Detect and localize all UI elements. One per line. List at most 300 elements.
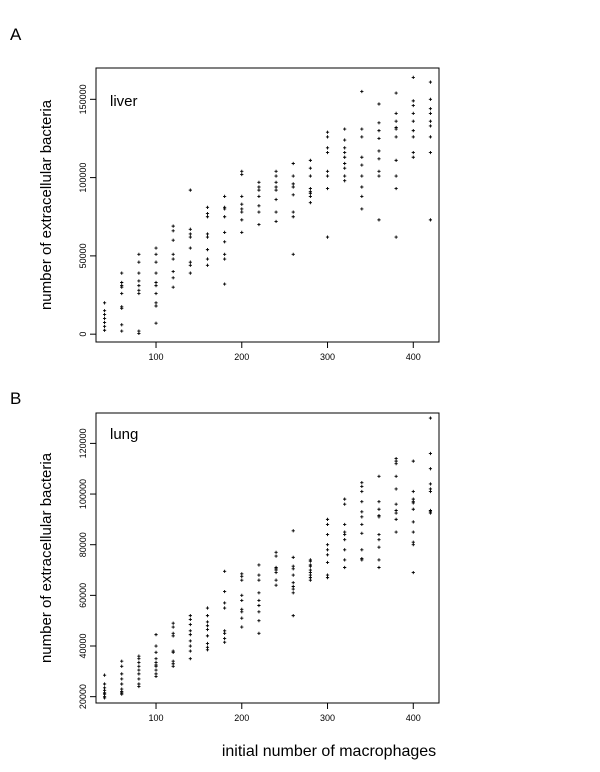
- data-point: [189, 228, 192, 231]
- data-point: [412, 156, 415, 159]
- data-point: [240, 218, 243, 221]
- x-tick-label: 200: [234, 713, 250, 723]
- data-point: [206, 232, 209, 235]
- data-point: [257, 573, 260, 576]
- data-point: [120, 660, 123, 663]
- data-point: [429, 416, 432, 419]
- data-point: [395, 518, 398, 521]
- data-point: [292, 567, 295, 570]
- data-point: [223, 195, 226, 198]
- data-point: [206, 634, 209, 637]
- data-point: [326, 518, 329, 521]
- data-point: [343, 174, 346, 177]
- data-point: [360, 548, 363, 551]
- data-point: [412, 99, 415, 102]
- data-point: [206, 628, 209, 631]
- data-point: [137, 657, 140, 660]
- data-point: [343, 162, 346, 165]
- data-point: [154, 261, 157, 264]
- data-point: [257, 204, 260, 207]
- x-axis-liver: [149, 342, 421, 362]
- data-point: [429, 135, 432, 138]
- data-point: [309, 187, 312, 190]
- data-point: [326, 174, 329, 177]
- data-point: [343, 156, 346, 159]
- data-point: [292, 215, 295, 218]
- data-point: [343, 146, 346, 149]
- data-point: [343, 558, 346, 561]
- data-point: [206, 257, 209, 260]
- data-point: [240, 617, 243, 620]
- data-point: [360, 90, 363, 93]
- data-point: [292, 529, 295, 532]
- data-point: [103, 321, 106, 324]
- data-point: [223, 637, 226, 640]
- data-point: [412, 76, 415, 79]
- data-point: [154, 281, 157, 284]
- data-point: [154, 304, 157, 307]
- data-point: [240, 599, 243, 602]
- data-point: [377, 558, 380, 561]
- data-point: [360, 174, 363, 177]
- x-tick-label: 400: [405, 713, 421, 723]
- data-point: [412, 151, 415, 154]
- data-point: [292, 174, 295, 177]
- data-point: [360, 490, 363, 493]
- data-point: [154, 284, 157, 287]
- x-tick-label: 300: [320, 352, 336, 362]
- data-point: [292, 162, 295, 165]
- data-point: [223, 240, 226, 243]
- data-point: [189, 264, 192, 267]
- data-point: [343, 566, 346, 569]
- data-point: [395, 462, 398, 465]
- data-point: [343, 167, 346, 170]
- data-point: [120, 665, 123, 668]
- data-point: [189, 232, 192, 235]
- data-point: [103, 309, 106, 312]
- data-point: [172, 286, 175, 289]
- data-point: [189, 639, 192, 642]
- data-point: [223, 632, 226, 635]
- data-point: [257, 189, 260, 192]
- data-point: [154, 253, 157, 256]
- data-point: [360, 163, 363, 166]
- data-point: [429, 467, 432, 470]
- data-point: [223, 231, 226, 234]
- data-point: [103, 325, 106, 328]
- data-point: [223, 601, 226, 604]
- data-point: [377, 475, 380, 478]
- data-point: [137, 292, 140, 295]
- data-point: [429, 452, 432, 455]
- data-point: [257, 195, 260, 198]
- data-point: [395, 91, 398, 94]
- data-point: [120, 672, 123, 675]
- data-point: [137, 685, 140, 688]
- data-point: [274, 584, 277, 587]
- data-point: [103, 674, 106, 677]
- data-point: [172, 665, 175, 668]
- data-point: [343, 533, 346, 536]
- panel-letter-b: B: [10, 389, 22, 408]
- data-point: [377, 533, 380, 536]
- data-point: [257, 632, 260, 635]
- data-point: [309, 201, 312, 204]
- data-point: [257, 619, 260, 622]
- y-tick-label: 60000: [78, 582, 88, 608]
- data-point: [377, 508, 380, 511]
- data-point: [154, 657, 157, 660]
- data-point: [257, 185, 260, 188]
- y-axis-lung: [78, 428, 96, 709]
- data-point: [223, 257, 226, 260]
- y-axis-liver: [78, 84, 96, 336]
- points-liver: [103, 76, 432, 335]
- data-point: [154, 675, 157, 678]
- plot-frame-liver: [96, 68, 439, 342]
- data-point: [360, 515, 363, 518]
- data-point: [360, 485, 363, 488]
- y-tick-label: 120000: [78, 428, 88, 459]
- data-point: [360, 135, 363, 138]
- data-point: [395, 187, 398, 190]
- data-point: [309, 174, 312, 177]
- data-point: [429, 120, 432, 123]
- data-point: [360, 156, 363, 159]
- data-point: [137, 661, 140, 664]
- data-point: [257, 591, 260, 594]
- data-point: [206, 624, 209, 627]
- data-point: [377, 137, 380, 140]
- data-point: [292, 556, 295, 559]
- data-point: [154, 246, 157, 249]
- data-point: [343, 138, 346, 141]
- data-point: [412, 543, 415, 546]
- data-point: [137, 677, 140, 680]
- data-point: [240, 625, 243, 628]
- data-point: [223, 641, 226, 644]
- y-tick-label: 0: [78, 331, 88, 337]
- data-point: [137, 284, 140, 287]
- data-point: [189, 629, 192, 632]
- data-point: [429, 112, 432, 115]
- data-point: [172, 225, 175, 228]
- data-point: [412, 520, 415, 523]
- data-point: [292, 185, 295, 188]
- data-point: [377, 149, 380, 152]
- data-point: [395, 112, 398, 115]
- data-point: [377, 157, 380, 160]
- data-point: [326, 187, 329, 190]
- data-point: [292, 573, 295, 576]
- data-point: [309, 159, 312, 162]
- data-point: [172, 257, 175, 260]
- data-point: [377, 170, 380, 173]
- data-point: [274, 189, 277, 192]
- panel-title-lung: lung: [110, 426, 139, 443]
- data-point: [429, 98, 432, 101]
- data-point: [377, 546, 380, 549]
- data-point: [223, 590, 226, 593]
- data-point: [257, 610, 260, 613]
- data-point: [326, 561, 329, 564]
- y-axis-label-liver: number of extracellular bacteria: [38, 99, 55, 311]
- data-point: [343, 538, 346, 541]
- data-point: [274, 170, 277, 173]
- figure-x-axis-label: initial number of macrophages: [221, 743, 437, 760]
- data-point: [292, 253, 295, 256]
- data-point: [326, 131, 329, 134]
- data-point: [292, 210, 295, 213]
- data-point: [360, 127, 363, 130]
- y-tick-label: 100000: [78, 479, 88, 510]
- data-point: [326, 170, 329, 173]
- data-point: [395, 235, 398, 238]
- y-tick-label: 20000: [78, 684, 88, 710]
- data-point: [172, 625, 175, 628]
- data-point: [377, 538, 380, 541]
- data-point: [240, 173, 243, 176]
- data-point: [137, 253, 140, 256]
- data-point: [172, 622, 175, 625]
- data-point: [120, 281, 123, 284]
- data-point: [154, 322, 157, 325]
- data-point: [120, 323, 123, 326]
- data-point: [326, 553, 329, 556]
- data-point: [137, 668, 140, 671]
- data-point: [172, 276, 175, 279]
- data-point: [377, 218, 380, 221]
- panel-liver: [10, 25, 439, 362]
- points-lung: [103, 416, 432, 699]
- data-point: [360, 207, 363, 210]
- data-point: [240, 575, 243, 578]
- x-tick-label: 100: [148, 352, 164, 362]
- data-point: [343, 548, 346, 551]
- data-point: [429, 80, 432, 83]
- data-point: [154, 651, 157, 654]
- data-point: [137, 272, 140, 275]
- data-point: [412, 571, 415, 574]
- data-point: [412, 530, 415, 533]
- data-point: [257, 563, 260, 566]
- data-point: [206, 206, 209, 209]
- data-point: [137, 261, 140, 264]
- data-point: [377, 121, 380, 124]
- data-point: [257, 181, 260, 184]
- data-point: [240, 579, 243, 582]
- data-point: [206, 648, 209, 651]
- y-tick-label: 50000: [78, 243, 88, 269]
- data-point: [412, 112, 415, 115]
- data-point: [309, 167, 312, 170]
- data-point: [189, 623, 192, 626]
- panel-title-liver: liver: [110, 93, 138, 110]
- data-point: [292, 591, 295, 594]
- data-point: [326, 576, 329, 579]
- data-point: [240, 195, 243, 198]
- data-point: [189, 189, 192, 192]
- data-point: [343, 498, 346, 501]
- data-point: [292, 581, 295, 584]
- data-point: [429, 124, 432, 127]
- data-point: [172, 229, 175, 232]
- data-point: [377, 102, 380, 105]
- data-point: [326, 146, 329, 149]
- data-point: [257, 210, 260, 213]
- data-point: [103, 313, 106, 316]
- y-axis-label-lung: number of extracellular bacteria: [38, 452, 55, 664]
- data-point: [326, 135, 329, 138]
- data-point: [292, 182, 295, 185]
- data-point: [223, 215, 226, 218]
- data-point: [412, 120, 415, 123]
- data-point: [137, 289, 140, 292]
- data-point: [189, 261, 192, 264]
- panel-lung: [10, 389, 439, 723]
- data-point: [429, 151, 432, 154]
- data-point: [206, 212, 209, 215]
- data-point: [154, 668, 157, 671]
- data-point: [189, 614, 192, 617]
- data-point: [154, 644, 157, 647]
- data-point: [360, 532, 363, 535]
- data-point: [429, 482, 432, 485]
- data-point: [172, 270, 175, 273]
- data-point: [240, 231, 243, 234]
- data-point: [257, 604, 260, 607]
- data-point: [189, 633, 192, 636]
- data-point: [206, 642, 209, 645]
- data-point: [189, 246, 192, 249]
- data-point: [274, 174, 277, 177]
- data-point: [240, 594, 243, 597]
- data-point: [223, 253, 226, 256]
- data-point: [189, 644, 192, 647]
- data-point: [274, 555, 277, 558]
- data-point: [360, 481, 363, 484]
- data-point: [429, 107, 432, 110]
- data-point: [395, 159, 398, 162]
- data-point: [189, 618, 192, 621]
- data-point: [395, 487, 398, 490]
- x-axis-lung: [149, 703, 421, 723]
- data-point: [240, 610, 243, 613]
- data-point: [206, 620, 209, 623]
- y-tick-label: 150000: [78, 84, 88, 115]
- data-point: [240, 207, 243, 210]
- data-point: [274, 210, 277, 213]
- data-point: [377, 129, 380, 132]
- x-tick-label: 100: [148, 713, 164, 723]
- data-point: [429, 490, 432, 493]
- data-point: [137, 672, 140, 675]
- data-point: [377, 174, 380, 177]
- data-point: [206, 215, 209, 218]
- data-point: [326, 543, 329, 546]
- data-point: [240, 170, 243, 173]
- data-point: [103, 682, 106, 685]
- data-point: [240, 210, 243, 213]
- data-point: [137, 665, 140, 668]
- data-point: [412, 508, 415, 511]
- data-point: [223, 282, 226, 285]
- data-point: [206, 264, 209, 267]
- data-point: [292, 587, 295, 590]
- data-point: [154, 633, 157, 636]
- y-tick-label: 80000: [78, 532, 88, 558]
- data-point: [395, 174, 398, 177]
- data-point: [326, 235, 329, 238]
- data-point: [343, 523, 346, 526]
- data-point: [412, 129, 415, 132]
- data-point: [206, 614, 209, 617]
- data-point: [360, 523, 363, 526]
- data-point: [395, 530, 398, 533]
- data-point: [412, 490, 415, 493]
- x-tick-label: 200: [234, 352, 250, 362]
- data-point: [189, 649, 192, 652]
- data-point: [154, 301, 157, 304]
- data-point: [274, 198, 277, 201]
- data-point: [360, 185, 363, 188]
- data-point: [326, 533, 329, 536]
- data-point: [137, 279, 140, 282]
- data-point: [120, 272, 123, 275]
- data-point: [137, 332, 140, 335]
- data-point: [103, 317, 106, 320]
- data-point: [360, 195, 363, 198]
- data-point: [154, 272, 157, 275]
- data-point: [120, 292, 123, 295]
- data-point: [206, 248, 209, 251]
- data-point: [274, 181, 277, 184]
- x-tick-label: 300: [320, 713, 336, 723]
- data-point: [172, 253, 175, 256]
- data-point: [120, 677, 123, 680]
- data-point: [257, 223, 260, 226]
- data-point: [206, 606, 209, 609]
- data-point: [274, 571, 277, 574]
- data-point: [429, 218, 432, 221]
- data-point: [120, 329, 123, 332]
- data-point: [412, 460, 415, 463]
- data-point: [326, 151, 329, 154]
- data-point: [343, 179, 346, 182]
- data-point: [377, 500, 380, 503]
- data-point: [326, 523, 329, 526]
- data-point: [240, 203, 243, 206]
- data-point: [172, 634, 175, 637]
- data-point: [395, 475, 398, 478]
- data-point: [292, 614, 295, 617]
- data-point: [257, 599, 260, 602]
- x-tick-label: 400: [405, 352, 421, 362]
- data-point: [274, 551, 277, 554]
- data-point: [292, 193, 295, 196]
- data-point: [360, 500, 363, 503]
- data-point: [343, 503, 346, 506]
- plot-frame-lung: [96, 413, 439, 703]
- data-point: [343, 127, 346, 130]
- data-point: [223, 570, 226, 573]
- data-point: [103, 329, 106, 332]
- data-point: [395, 511, 398, 514]
- data-point: [395, 120, 398, 123]
- data-point: [395, 503, 398, 506]
- data-point: [274, 185, 277, 188]
